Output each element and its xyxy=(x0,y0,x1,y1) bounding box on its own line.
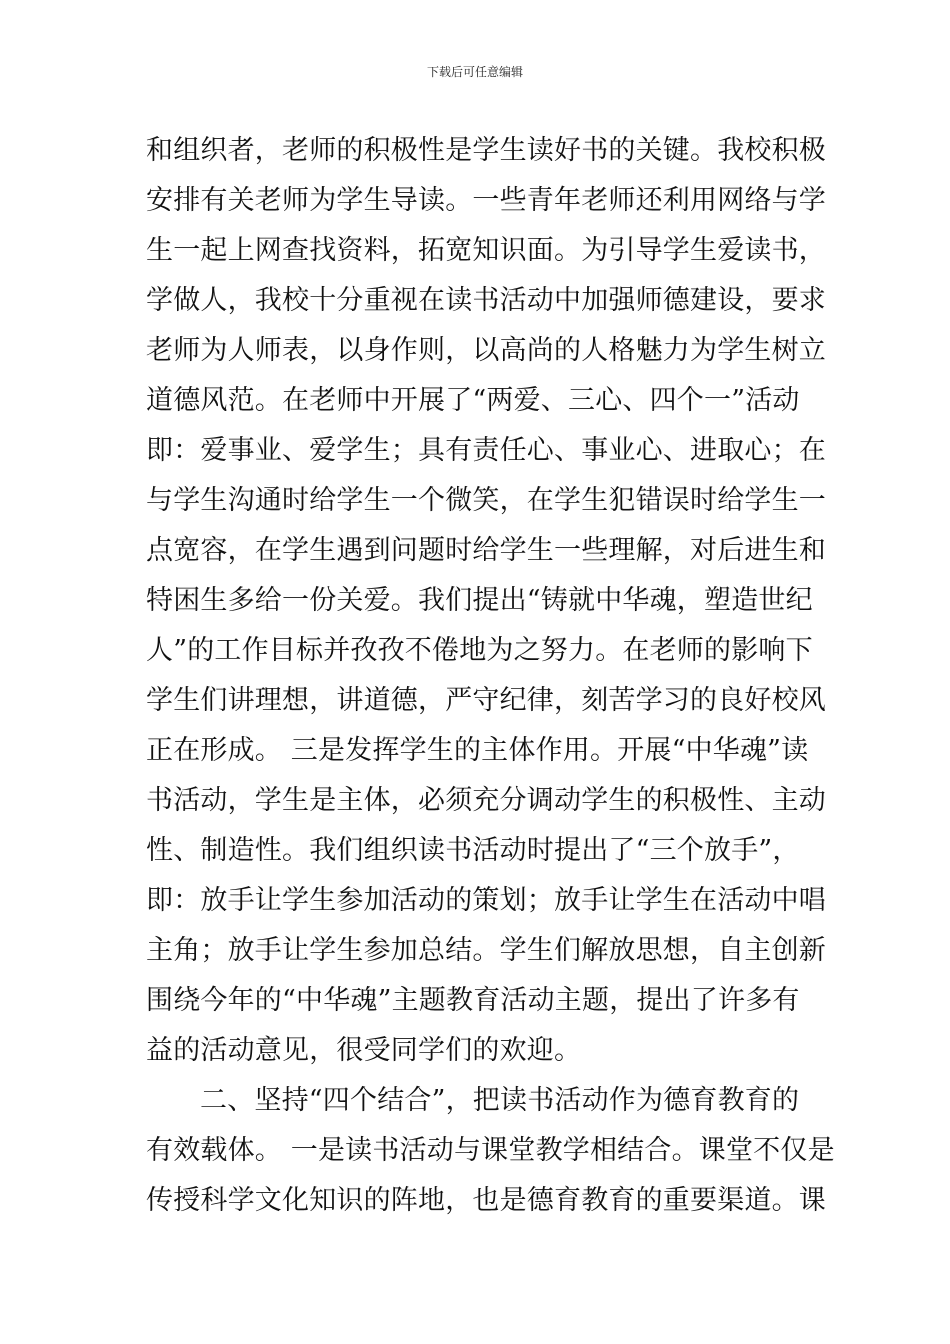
section-heading-line: 二、坚持“四个结合”，把读书活动作为德育教育的 xyxy=(200,1085,800,1116)
text-line: 老师为人师表，以身作则，以高尚的人格魅力为学生树立 xyxy=(146,335,826,366)
text-line: 学生们讲理想，讲道德，严守纪律，刻苦学习的良好校风 xyxy=(146,685,826,716)
text-line: 即：放手让学生参加活动的策划；放手让学生在活动中唱 xyxy=(146,885,826,916)
document-body xyxy=(146,126,835,1226)
page-header-note: 下载后可任意编辑 xyxy=(426,65,523,79)
text-line: 传授科学文化知识的阵地，也是德育教育的重要渠道。课 xyxy=(146,1185,826,1216)
text-line: 有效载体。 一是读书活动与课堂教学相结合。课堂不仅是 xyxy=(146,1135,835,1166)
text-line: 书活动，学生是主体，必须充分调动学生的积极性、主动 xyxy=(146,785,826,816)
text-line: 性、制造性。我们组织读书活动时提出了“三个放手”， xyxy=(146,835,800,866)
text-line: 围绕今年的“中华魂”主题教育活动主题，提出了许多有 xyxy=(146,985,800,1016)
text-line: 学做人，我校十分重视在读书活动中加强师德建设，要求 xyxy=(146,285,826,316)
text-line: 点宽容，在学生遇到问题时给学生一些理解，对后进生和 xyxy=(146,535,826,566)
text-line: 与学生沟通时给学生一个微笑，在学生犯错误时给学生一 xyxy=(146,485,826,516)
text-line: 主角；放手让学生参加总结。学生们解放思想，自主创新 xyxy=(146,935,826,966)
text-line: 安排有关老师为学生导读。一些青年老师还利用网络与学 xyxy=(146,185,826,216)
text-line: 和组织者，老师的积极性是学生读好书的关键。我校积极 xyxy=(146,135,826,166)
text-line: 特困生多给一份关爱。我们提出“铸就中华魂，塑造世纪 xyxy=(146,585,813,616)
text-line: 人”的工作目标并孜孜不倦地为之努力。在老师的影响下 xyxy=(146,635,813,666)
text-line: 即：爱事业、爱学生；具有责任心、事业心、进取心；在 xyxy=(146,435,826,466)
text-line: 生一起上网查找资料，拓宽知识面。为引导学生爱读书， xyxy=(146,235,826,266)
text-line: 道德风范。在老师中开展了“两爱、三心、四个一”活动 xyxy=(146,385,800,416)
text-line: 益的活动意见，很受同学们的欢迎。 xyxy=(146,1035,582,1066)
text-line: 正在形成。 三是发挥学生的主体作用。开展“中华魂”读 xyxy=(146,735,809,766)
